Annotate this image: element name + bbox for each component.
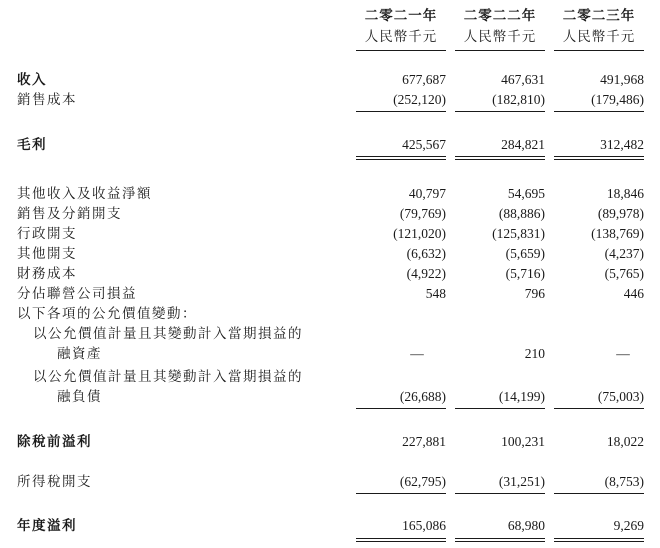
value-2023: 18,846 <box>606 186 644 201</box>
unit-label: 人民幣千元 <box>463 29 537 45</box>
value-2021: (121,020) <box>393 226 446 241</box>
value-2022: 796 <box>524 286 545 301</box>
double-rule <box>455 538 545 539</box>
value-2023: (89,978) <box>597 206 644 221</box>
value-2023: 491,968 <box>600 72 644 87</box>
column-header-2023 <box>550 6 648 48</box>
table-row-admin-expenses <box>0 224 660 244</box>
subtotal-rule <box>554 111 644 112</box>
value-2023: 18,022 <box>606 434 644 449</box>
table-row-cost-of-sales <box>0 90 660 110</box>
value-2022: (31,251) <box>498 474 545 489</box>
row-label: 所得稅開支 <box>17 474 92 490</box>
unit-label: 人民幣千元 <box>562 29 636 45</box>
value-2021: (6,632) <box>406 246 446 261</box>
value-2023: 9,269 <box>613 518 644 533</box>
value-2023: (8,753) <box>604 474 644 489</box>
double-rule <box>554 538 644 539</box>
double-rule <box>554 159 644 160</box>
subtotal-rule <box>455 493 545 494</box>
value-2021: (4,922) <box>406 266 446 281</box>
row-label: 除稅前溢利 <box>17 434 92 450</box>
row-label: 融資產 <box>57 346 102 362</box>
year-label: 二零二一年 <box>364 8 438 24</box>
value-2022: 210 <box>524 346 545 361</box>
double-rule <box>455 159 545 160</box>
value-2023: (179,486) <box>591 92 644 107</box>
double-rule <box>554 541 644 542</box>
row-label: 年度溢利 <box>17 518 77 534</box>
value-2021: 425,567 <box>402 137 446 152</box>
value-2021: (252,120) <box>393 92 446 107</box>
table-row-fvtpl-liabilities-line1 <box>0 367 660 387</box>
table-row-fair-value-heading <box>0 304 660 324</box>
row-label: 銷售及分銷開支 <box>17 206 122 222</box>
subtotal-rule <box>356 408 446 409</box>
table-row-income-tax <box>0 472 660 492</box>
table-row-profit-before-tax <box>0 432 660 452</box>
value-2022: 68,980 <box>507 518 545 533</box>
table-row-fvtpl-assets-line1 <box>0 324 660 344</box>
double-rule <box>455 541 545 542</box>
header-underline <box>356 50 446 51</box>
row-label: 其他開支 <box>17 246 77 262</box>
subtotal-rule <box>554 493 644 494</box>
value-2022: 467,631 <box>501 72 545 87</box>
value-2021: 677,687 <box>402 72 446 87</box>
row-label: 以公允價值計量且其變動計入當期損益的 <box>33 369 303 385</box>
double-rule <box>356 541 446 542</box>
subtotal-rule <box>554 408 644 409</box>
value-2022: 54,695 <box>507 186 545 201</box>
row-label: 收入 <box>17 72 47 88</box>
value-2023: (138,769) <box>591 226 644 241</box>
value-2021: — <box>410 346 424 361</box>
value-2021: 40,797 <box>408 186 446 201</box>
table-row-other-expenses <box>0 244 660 264</box>
row-label: 以下各項的公允價值變動： <box>17 306 197 322</box>
table-row-selling-expenses <box>0 204 660 224</box>
year-label: 二零二二年 <box>463 8 537 24</box>
row-label: 財務成本 <box>17 266 77 282</box>
row-label: 毛利 <box>17 137 47 153</box>
year-label: 二零二三年 <box>562 8 636 24</box>
double-rule <box>455 156 545 157</box>
value-2021: 548 <box>425 286 446 301</box>
value-2023: (75,003) <box>597 389 644 404</box>
row-label: 行政開支 <box>17 226 77 242</box>
subtotal-rule <box>356 493 446 494</box>
table-row-gross-profit <box>0 135 660 155</box>
subtotal-rule <box>356 111 446 112</box>
value-2023: 446 <box>623 286 644 301</box>
value-2022: (5,716) <box>505 266 545 281</box>
subtotal-rule <box>455 111 545 112</box>
column-header-2022 <box>451 6 549 48</box>
value-2022: (125,831) <box>492 226 545 241</box>
table-row-finance-costs <box>0 264 660 284</box>
value-2021: (26,688) <box>399 389 446 404</box>
value-2021: (62,795) <box>399 474 446 489</box>
table-row-fvtpl-liabilities <box>0 387 660 407</box>
column-header-2021 <box>352 6 450 48</box>
value-2023: (4,237) <box>604 246 644 261</box>
value-2022: 100,231 <box>501 434 545 449</box>
value-2022: (88,886) <box>498 206 545 221</box>
row-label: 以公允價值計量且其變動計入當期損益的 <box>33 326 303 342</box>
double-rule <box>356 156 446 157</box>
table-row-share-of-associates <box>0 284 660 304</box>
unit-label: 人民幣千元 <box>364 29 438 45</box>
value-2023: (5,765) <box>604 266 644 281</box>
row-label: 分佔聯營公司損益 <box>17 286 137 302</box>
row-label: 融負債 <box>57 389 102 405</box>
value-2022: 284,821 <box>501 137 545 152</box>
table-row-revenue <box>0 70 660 90</box>
table-row-fvtpl-assets <box>0 344 660 364</box>
double-rule <box>356 538 446 539</box>
value-2022: (182,810) <box>492 92 545 107</box>
row-label: 其他收入及收益淨額 <box>17 186 152 202</box>
value-2021: 165,086 <box>402 518 446 533</box>
value-2022: (14,199) <box>498 389 545 404</box>
row-label: 銷售成本 <box>17 92 77 108</box>
double-rule <box>554 156 644 157</box>
value-2023: 312,482 <box>600 137 644 152</box>
value-2021: 227,881 <box>402 434 446 449</box>
subtotal-rule <box>455 408 545 409</box>
value-2022: (5,659) <box>505 246 545 261</box>
header-underline <box>554 50 644 51</box>
table-row-profit-for-year <box>0 516 660 536</box>
header-underline <box>455 50 545 51</box>
table-row-other-income <box>0 184 660 204</box>
value-2021: (79,769) <box>399 206 446 221</box>
double-rule <box>356 159 446 160</box>
value-2023: — <box>616 346 630 361</box>
